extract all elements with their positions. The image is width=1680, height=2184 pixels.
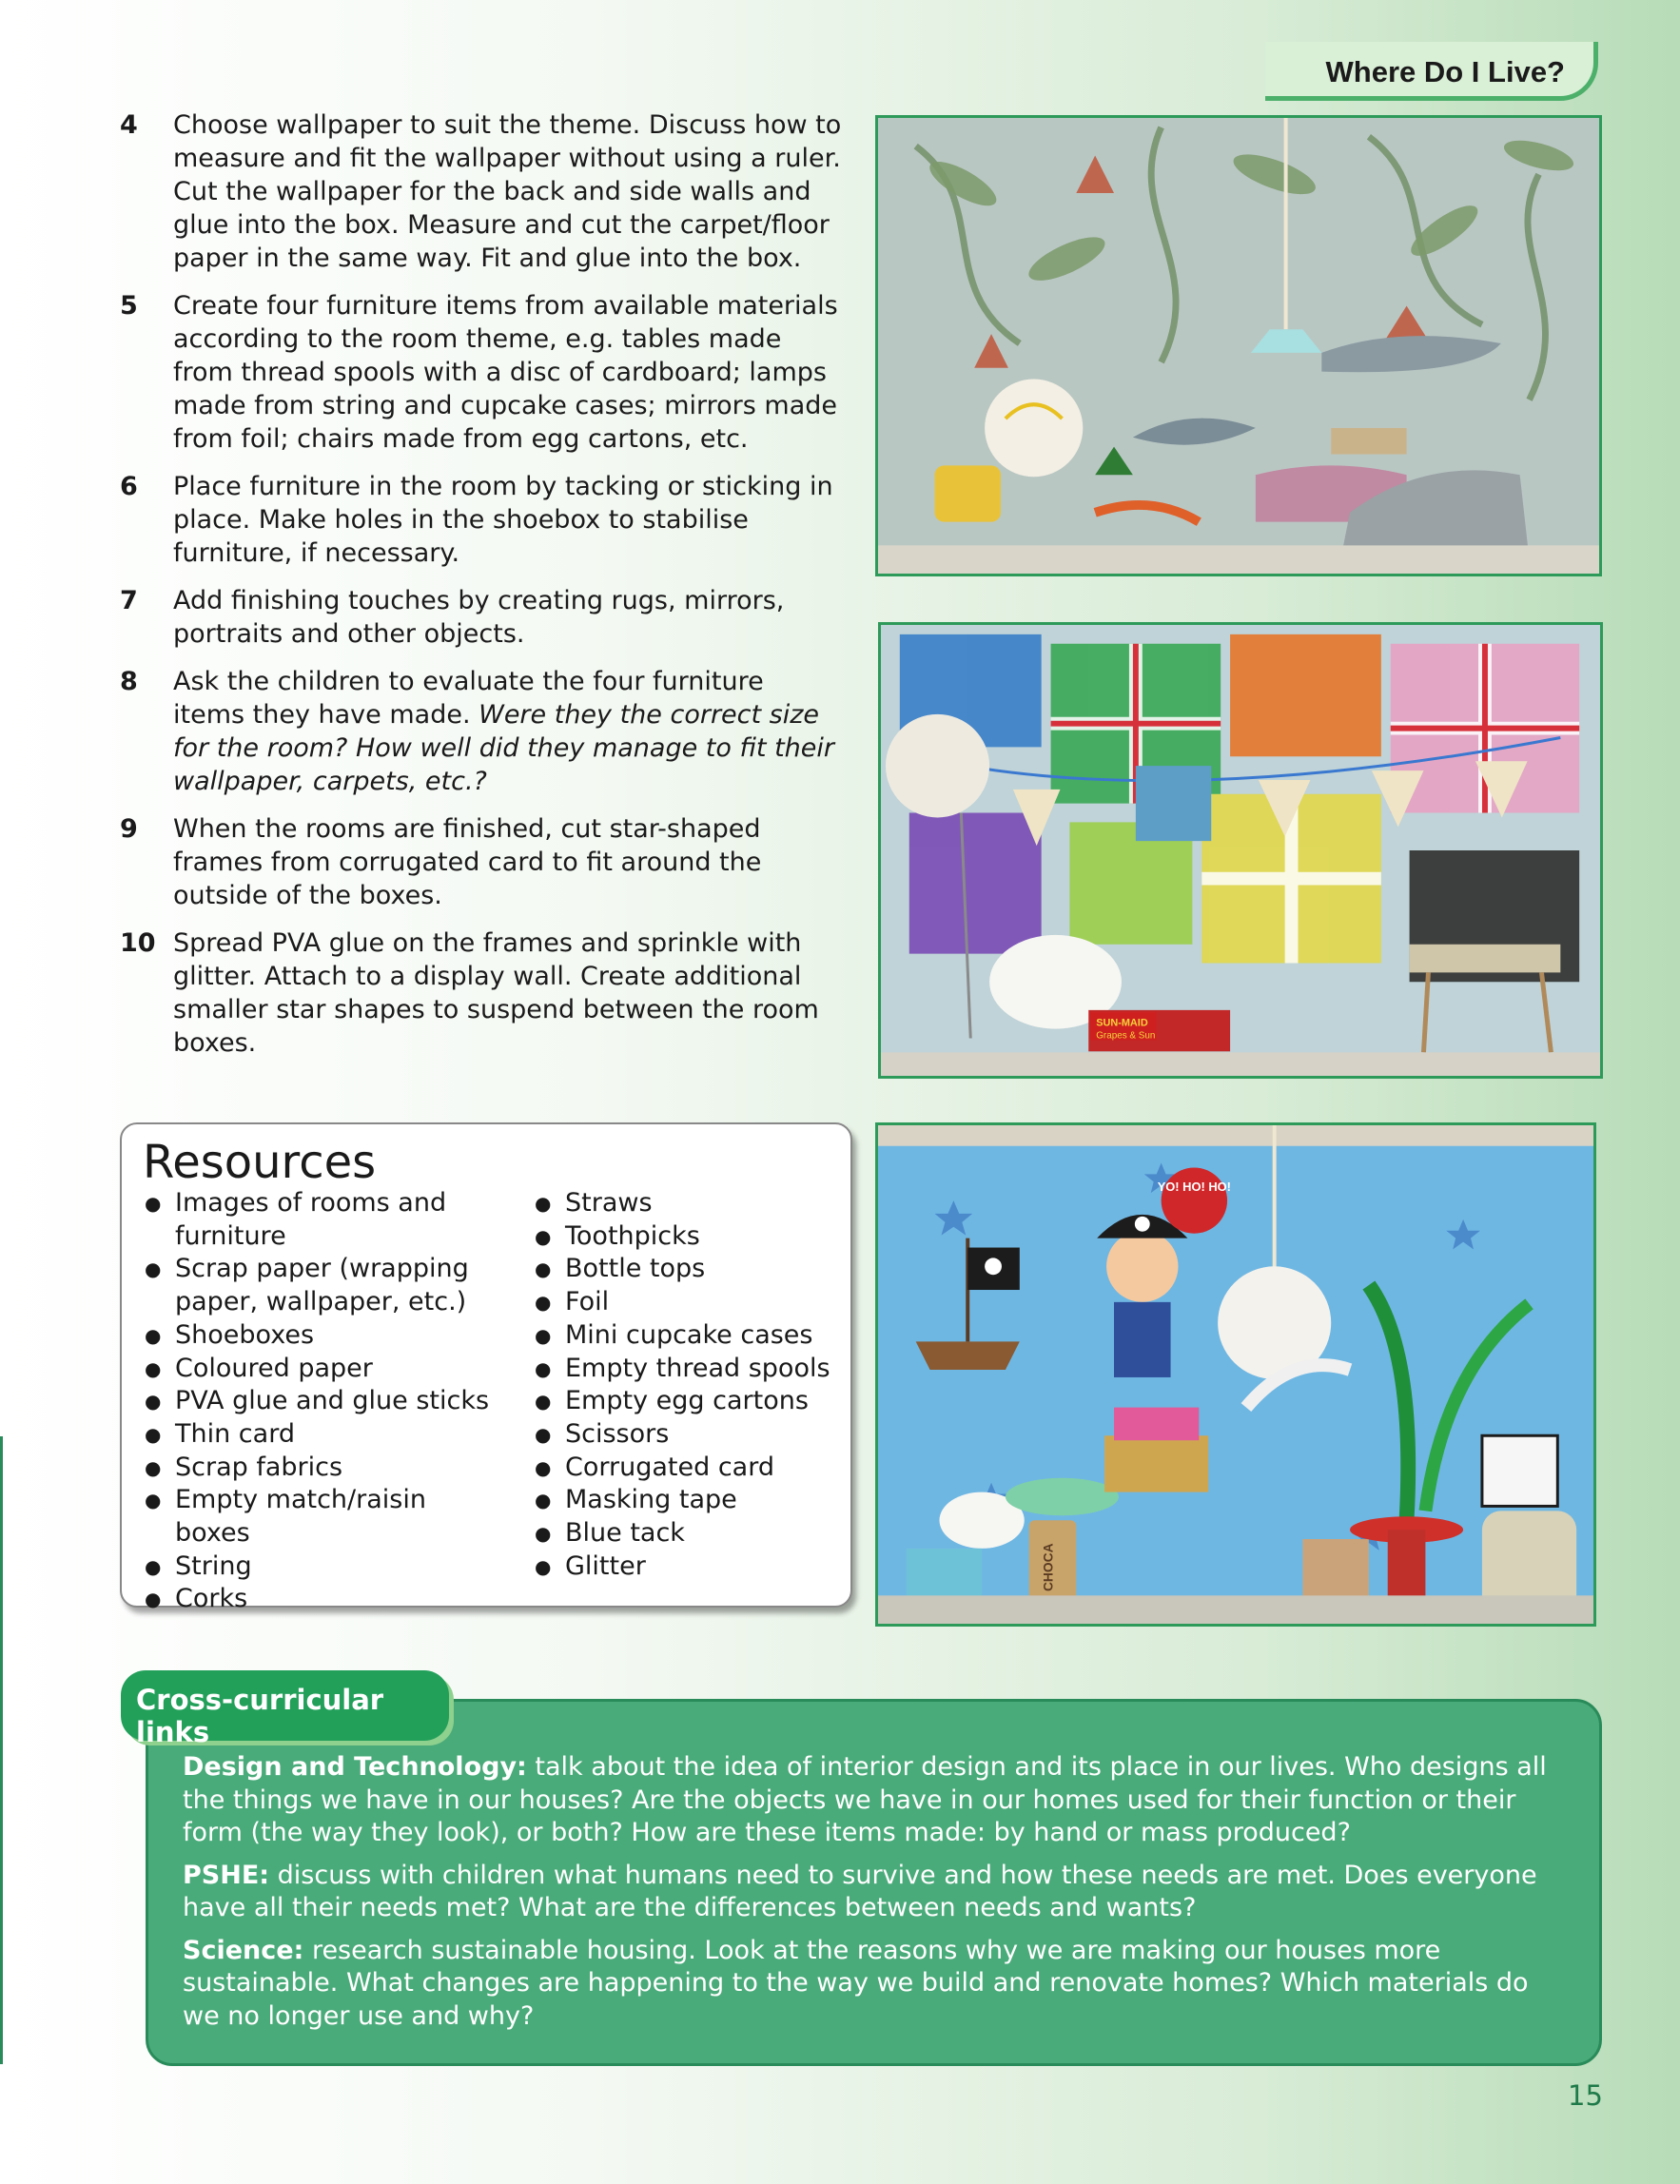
raisin-box-label: SUN-MAID [1096, 1017, 1148, 1029]
ccl-text: talk about the idea of interior design and its place in our lives. Who designs all the things we have in our houses? Are the objects we have in our homes used for their function or their form (the way they look), or both? How are these items made: by hand or mass produced? [183, 1752, 1547, 1847]
resources-list-left [145, 1187, 506, 1616]
step-item [120, 289, 843, 456]
step-text: Spread PVA glue on the frames and sprinkle with glitter. Attach to a display wall. Create additional smaller star shapes to suspend between the room boxes. [173, 928, 819, 1058]
photo-union-jack-room [878, 622, 1603, 1079]
instruction-steps [120, 108, 843, 1074]
photo-botanical-room-illustration [878, 118, 1599, 574]
resource-item: ● Blue tack [535, 1517, 849, 1550]
header-tab [1265, 42, 1598, 101]
resource-item: ● PVA glue and glue sticks [145, 1385, 506, 1418]
resource-item: ● Corks [145, 1583, 506, 1616]
photo-botanical-room [875, 115, 1602, 576]
step-number: 10 [120, 928, 156, 958]
step-text: Add finishing touches by creating rugs, mirrors, portraits and other objects. [173, 586, 785, 649]
photo-pirate-room-illustration [878, 1125, 1593, 1624]
resource-item: ● Scrap fabrics [145, 1452, 506, 1485]
page-number: 15 [1568, 2079, 1603, 2112]
ccl-paragraph [183, 1751, 1561, 1850]
resource-item: ● Empty match/raisin boxes [145, 1484, 506, 1550]
resource-item: ● Toothpicks [535, 1220, 849, 1254]
step-number: 7 [120, 586, 138, 615]
step-text [173, 667, 834, 796]
resource-item: ● Shoeboxes [145, 1319, 506, 1353]
resource-item: ● Straws [535, 1187, 849, 1220]
cross-curricular-box [146, 1699, 1602, 2066]
ccl-text: discuss with children what humans need to survive and how these needs are met. Does everyone have all their needs met? What are the differences between needs and wants? [183, 1860, 1537, 1922]
raisin-box-sub: Grapes & Sun [1096, 1030, 1156, 1042]
balloon-text: YO! HO! HO! [1157, 1180, 1231, 1195]
cross-curricular-content [183, 1751, 1561, 2042]
step-text-plain: Ask the children to evaluate the four furniture items they have made. [173, 667, 764, 730]
step-text: Create four furniture items from available materials according to the room theme, e.g. tables made from thread spools with a disc of cardboard; lamps made from string and cupcake cases; mirrors made from foil; chairs made from egg cartons, etc. [173, 291, 838, 454]
resource-item: ● Scrap paper (wrapping paper, wallpaper, etc.) [145, 1253, 506, 1318]
step-number: 8 [120, 667, 138, 696]
resource-item: ● Empty thread spools [535, 1353, 849, 1386]
ccl-subject: Science: [183, 1935, 304, 1965]
ccl-subject: PSHE: [183, 1860, 270, 1890]
ccl-subject: Design and Technology: [183, 1752, 527, 1782]
resource-item: ● Mini cupcake cases [535, 1319, 849, 1353]
step-text-italic: Were they the correct size for the room? How well did they manage to fit their wallpaper, carpets, etc.? [173, 700, 834, 796]
resource-item: ● Thin card [145, 1418, 506, 1452]
step-text: Choose wallpaper to suit the theme. Discuss how to measure and fit the wallpaper without using a ruler. Cut the wallpaper for the back and side walls and glue into the box. Measure and cut the carpet/floor paper in the same way. Fit and glue into the box. [173, 110, 842, 273]
step-number: 5 [120, 291, 138, 321]
resource-item: ● String [145, 1550, 506, 1584]
step-item [120, 926, 843, 1060]
resource-item: ● Corrugated card [535, 1452, 849, 1485]
cross-curricular-tab [121, 1670, 449, 1748]
step-number: 4 [120, 110, 138, 140]
ccl-paragraph [183, 1935, 1561, 2034]
resource-item: ● Glitter [535, 1550, 849, 1584]
ccl-paragraph [183, 1860, 1561, 1925]
resource-item: ● Scissors [535, 1418, 849, 1452]
page-header-title: Where Do I Live? [1325, 55, 1565, 88]
step-item [120, 665, 843, 798]
step-item [120, 108, 843, 275]
step-text: When the rooms are finished, cut star-shaped frames from corrugated card to fit around the outside of the boxes. [173, 814, 762, 910]
resource-item: ● Bottle tops [535, 1253, 849, 1286]
step-item [120, 584, 843, 651]
step-item [120, 470, 843, 570]
cross-curricular-label: Cross-curricular links [136, 1684, 384, 1748]
resource-item: ● Images of rooms and furniture [145, 1187, 506, 1253]
cork-text: CHOCA [1040, 1543, 1056, 1592]
resources-title: Resources [143, 1136, 377, 1189]
step-text: Place furniture in the room by tacking or sticking in place. Make holes in the shoebox to stabilise furniture, if necessary. [173, 472, 833, 568]
step-number: 9 [120, 814, 138, 844]
resource-item: ● Foil [535, 1286, 849, 1319]
resource-item: ● Empty egg cartons [535, 1385, 849, 1418]
resource-item: ● Masking tape [535, 1484, 849, 1517]
step-item [120, 812, 843, 912]
photo-pirate-room [875, 1122, 1596, 1627]
ccl-text: research sustainable housing. Look at the reasons why we are making our houses more sustainable. What changes are happening to the way we build and renovate homes? Which materials do we no longer use and why? [183, 1935, 1529, 2031]
left-margin-rule [0, 1436, 3, 2064]
step-number: 6 [120, 472, 138, 501]
resources-list-right [535, 1187, 849, 1583]
resource-item: ● Coloured paper [145, 1353, 506, 1386]
resources-box [120, 1122, 852, 1614]
photo-union-jack-room-illustration [881, 625, 1600, 1076]
